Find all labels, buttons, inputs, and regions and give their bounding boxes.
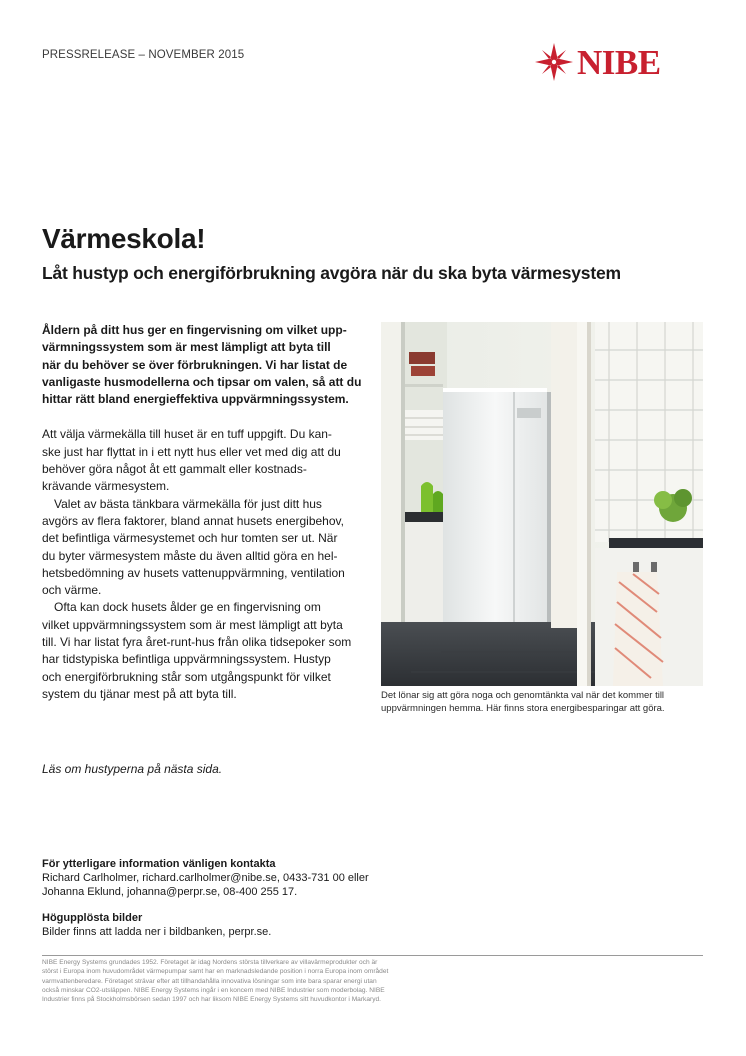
lead-line: värmningssystem som är mest lämpligt att byta till bbox=[42, 340, 331, 355]
article-text bbox=[42, 322, 370, 703]
contact-line: Richard Carlholmer, richard.carlholmer@nibe.se, 0433-731 00 eller bbox=[42, 872, 369, 884]
body-line: ske just har flyttat in i ett nytt hus eller vet med dig att du bbox=[42, 444, 341, 459]
images-block bbox=[42, 911, 271, 939]
body-line: behöver göra något åt ett gammalt eller kostnads- bbox=[42, 462, 307, 477]
body-paragraph bbox=[42, 426, 370, 495]
press-release-label: PRESSRELEASE – NOVEMBER 2015 bbox=[42, 49, 245, 61]
company-footer bbox=[42, 958, 452, 1004]
contact-heading: För ytterligare information vänligen kontakta bbox=[42, 858, 276, 870]
photo-caption bbox=[381, 690, 703, 715]
body-line: Valet av bästa tänkbara värmekälla för just ditt hus bbox=[54, 496, 322, 511]
heat-pump-photo bbox=[381, 322, 703, 686]
lead-paragraph bbox=[42, 322, 370, 408]
images-heading: Högupplösta bilder bbox=[42, 912, 143, 924]
body-line: och energiförbrukning står som utgångspunkt för vilket bbox=[42, 669, 331, 684]
body-line: Att välja värmekälla till huset är en tuff uppgift. Du kan- bbox=[42, 427, 332, 442]
caption-line: uppvärmningen hemma. Här finns stora energibesparingar att göra. bbox=[381, 702, 665, 714]
body-paragraph bbox=[42, 496, 370, 600]
nibe-logo bbox=[534, 42, 706, 82]
logo-wordmark: NIBE bbox=[577, 42, 661, 82]
caption-line: Det lönar sig att göra noga och genomtänkta val när det kommer till bbox=[381, 690, 665, 701]
body-line: avgörs av flera faktorer, bland annat husets energibehov, bbox=[42, 513, 344, 528]
contact-block bbox=[42, 857, 442, 899]
contact-line: Johanna Eklund, johanna@perpr.se, 08-400 255 17. bbox=[42, 886, 298, 898]
body-line: har tidstypiska befintliga uppvärmningssystem. Hustyp bbox=[42, 652, 331, 667]
laundry-room-illustration bbox=[381, 322, 703, 686]
body-line: hetsbedömning av husets vattenuppvärmning, ventilation bbox=[42, 565, 345, 580]
body-line: det befintliga värmesystemet och hur tomten ser ut. När bbox=[42, 531, 338, 546]
body-line: du byter värmesystem måste du även alltid göra en hel- bbox=[42, 548, 338, 563]
page-subtitle: Låt hustyp och energiförbrukning avgöra när du ska byta värmesystem bbox=[42, 263, 621, 283]
body-line: system du tjänar mest på att byta till. bbox=[42, 686, 237, 701]
footer-line: NIBE Energy Systems grundades 1952. Företaget är idag Nordens största tillverkare av villavärmeprodukter och är bbox=[42, 959, 378, 966]
lead-line: när du behöver se över förbrukningen. Vi har listat de bbox=[42, 357, 348, 372]
lead-line: Åldern på ditt hus ger en fingervisning om vilket upp- bbox=[42, 323, 347, 337]
footer-line: också minskar CO2-utsläppen. NIBE Energy Systems ingår i en koncern med NIBE Industrier som moderbolag. NIBE bbox=[42, 986, 385, 994]
footer-line: Industrier finns på Stockholmsbörsen sedan 1997 och har liksom NIBE Energy Systems sitt huvudkontor i Markaryd. bbox=[42, 996, 382, 1004]
nibe-star-icon bbox=[534, 42, 574, 82]
body-line: vilket uppvärmningssystem som är mest lämpligt att byta bbox=[42, 617, 343, 632]
lead-line: vanligaste husmodellerna och tipsar om valen, så att du bbox=[42, 374, 362, 389]
body-line: Ofta kan dock husets ålder ge en fingervisning om bbox=[54, 600, 321, 615]
body-line: krävande värmesystem. bbox=[42, 479, 170, 494]
read-more-text: Läs om hustyperna på nästa sida. bbox=[42, 762, 223, 776]
images-text: Bilder finns att ladda ner i bildbanken, perpr.se. bbox=[42, 926, 272, 938]
body-paragraph bbox=[42, 599, 370, 703]
body-line: till. Vi har listat fyra året-runt-hus från olika tidsepoker som bbox=[42, 635, 352, 650]
footer-divider bbox=[42, 955, 703, 956]
lead-line: hittar rätt bland energieffektiva uppvärmningssystem. bbox=[42, 392, 349, 407]
footer-line: störst i Europa inom huvudområdet värmepumpar samt har en marknadsledande position i norra Europa inom området bbox=[42, 968, 389, 976]
footer-line: varmvattenberedare. Företaget strävar efter att tillhandahålla innovativa lösningar som inte bara sparar energi utan bbox=[42, 977, 377, 985]
body-line: och värme. bbox=[42, 583, 102, 598]
page-title: Värmeskola! bbox=[42, 223, 206, 254]
